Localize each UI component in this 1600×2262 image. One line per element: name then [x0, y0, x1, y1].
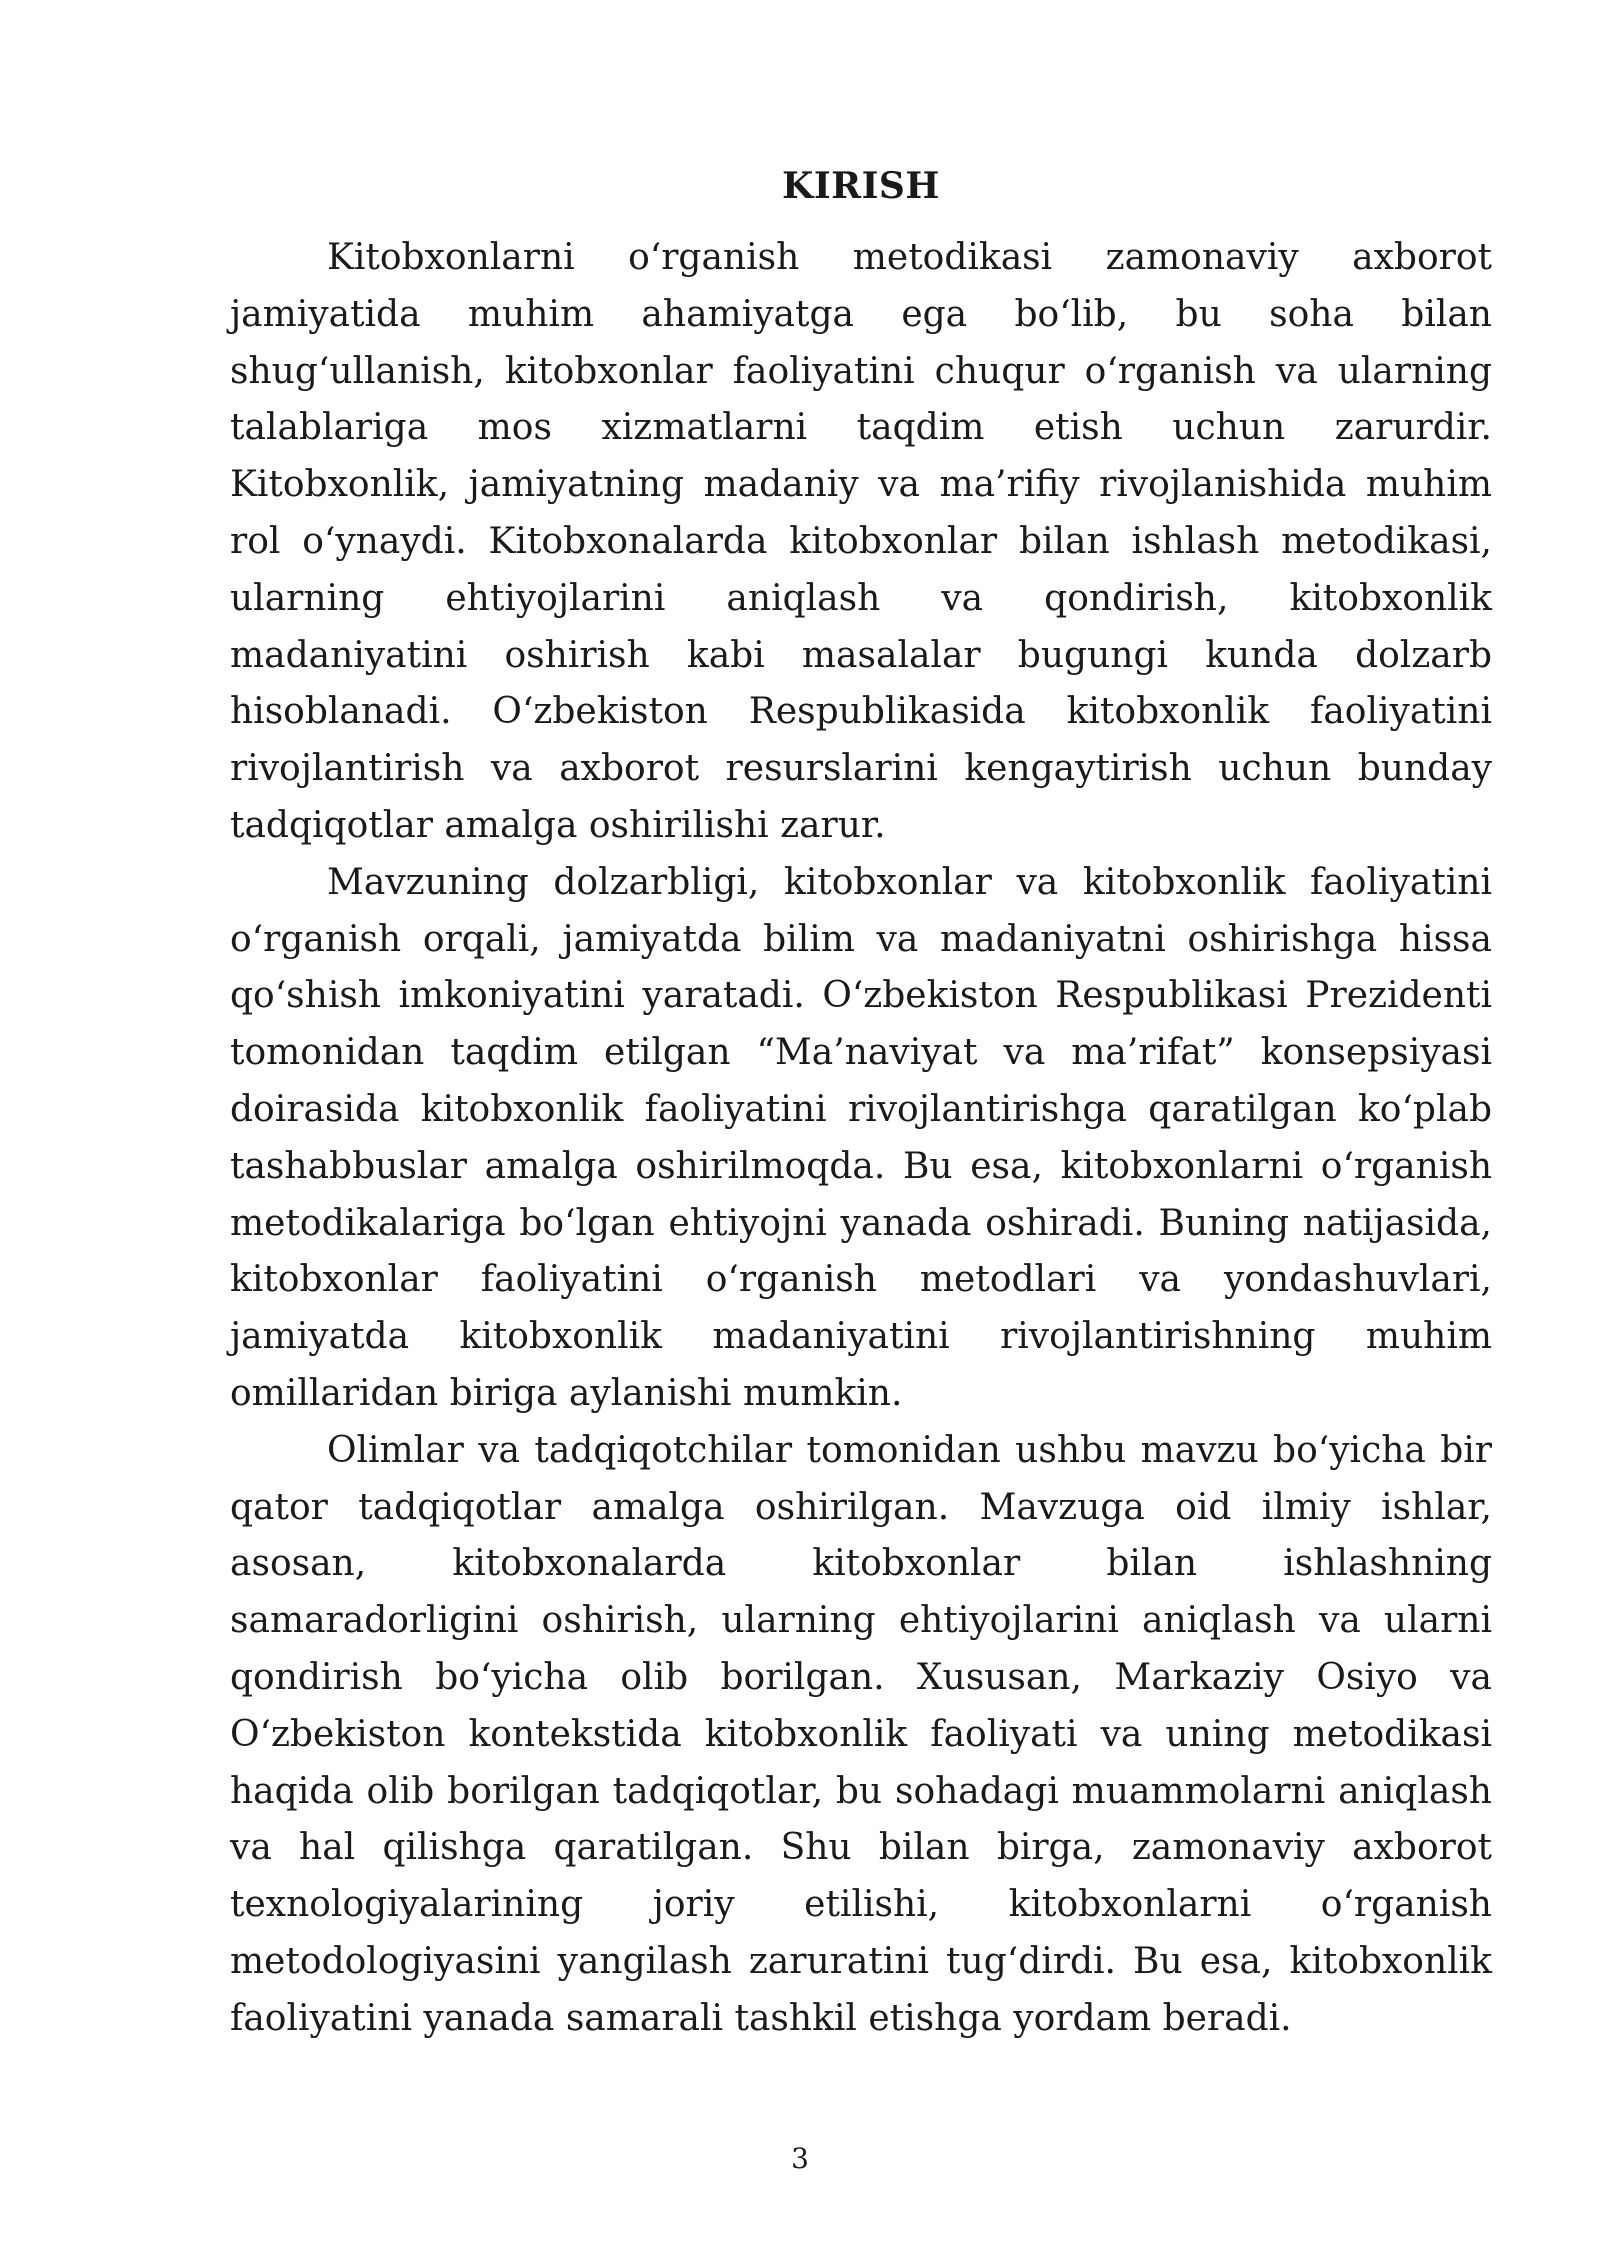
- page-content: [230, 158, 1492, 2048]
- paragraph-research: Olimlar va tadqiqotchilar tomonidan ushbu mavzu bo‘yicha bir qator tadqiqotlar amalga oshirilgan. Mavzuga oid ilmiy ishlar, asosan, kitobxonalarda kitobxonlar bilan ishlashning samaradorligini oshirish, ularning ehtiyojlarini aniqlash va ularni qondirish bo‘yicha olib borilgan. Xususan, Markaziy Osiyo va O‘zbekiston kontekstida kitobxonlik faoliyati va uning metodikasi haqida olib borilgan tadqiqotlar, bu sohadagi muammolarni aniqlash va hal qilishga qaratilgan. Shu bilan birga, zamonaviy axborot texnologiyalarining joriy etilishi, kitobxonlarni o‘rganish metodologiyasini yangilash zaruratini tug‘dirdi. Bu esa, kitobxonlik faoliyatini yanada samarali tashkil etishga yordam beradi.: [230, 1429, 1492, 2039]
- section-heading: KIRISH: [782, 165, 940, 207]
- paragraph-intro: Kitobxonlarni o‘rganish metodikasi zamonaviy axborot jamiyatida muhim ahamiyatga ega bo‘lib, bu soha bilan shug‘ullanish, kitobxonlar faoliyatini chuqur o‘rganish va ularning talablariga mos xizmatlarni taqdim etish uchun zarurdir. Kitobxonlik, jamiyatning madaniy va ma’rifiy rivojlanishida muhim rol o‘ynaydi. Kitobxonalarda kitobxonlar bilan ishlash metodikasi, ularning ehtiyojlarini aniqlash va qondirish, kitobxonlik madaniyatini oshirish kabi masalalar bugungi kunda dolzarb hisoblanadi. O‘zbekiston Respublikasida kitobxonlik faoliyatini rivojlantirish va axborot resurslarini kengaytirish uchun bunday tadqiqotlar amalga oshirilishi zarur.: [230, 237, 1492, 846]
- paragraph-relevance: Mavzuning dolzarbligi, kitobxonlar va kitobxonlik faoliyatini o‘rganish orqali, jamiyatda bilim va madaniyatni oshirishga hissa qo‘shish imkoniyatini yaratadi. O‘zbekiston Respublikasi Prezidenti tomonidan taqdim etilgan “Ma’naviyat va ma’rifat” konsepsiyasi doirasida kitobxonlik faoliyatini rivojlantirishga qaratilgan ko‘plab tashabbuslar amalga oshirilmoqda. Bu esa, kitobxonlarni o‘rganish metodikalariga bo‘lgan ehtiyojni yanada oshiradi. Buning natijasida, kitobxonlar faoliyatini o‘rganish metodlari va yondashuvlari, jamiyatda kitobxonlik madaniyatini rivojlantirishning muhim omillaridan biriga aylanishi mumkin.: [230, 861, 1492, 1414]
- page-number: 3: [791, 2142, 809, 2175]
